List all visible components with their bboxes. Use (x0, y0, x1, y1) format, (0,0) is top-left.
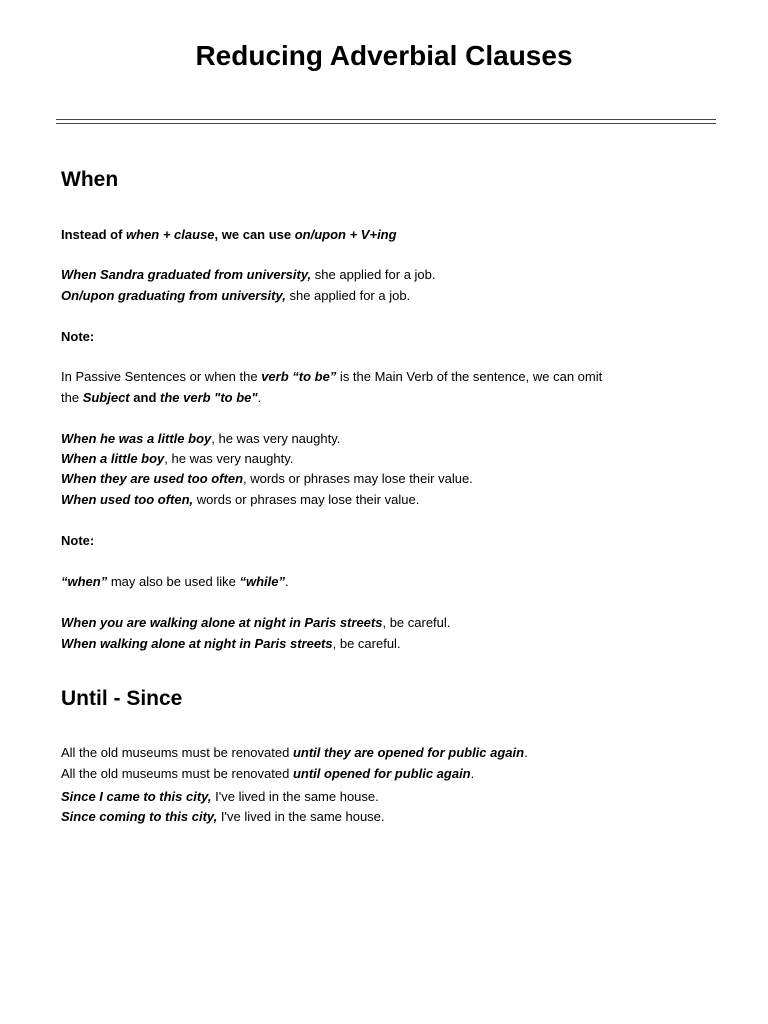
while-rule (61, 573, 289, 591)
example-emphasis: until opened for public again (292, 766, 471, 781)
example-text: All the old museums must be renovated (61, 766, 293, 781)
example-text: she applied for a job. (285, 288, 411, 303)
example-emphasis: On/upon graduating from university, (61, 288, 286, 303)
example-emphasis: Since coming to this city, (61, 809, 218, 824)
rule-text: . (284, 574, 289, 589)
example-emphasis: Since I came to this city, (61, 789, 212, 804)
example-emphasis: When you are walking alone at night in Paris streets (61, 615, 383, 630)
example-line (61, 788, 379, 806)
example-line (61, 287, 410, 305)
rule-text: the (61, 390, 83, 405)
rule-text: In Passive Sentences or when the (61, 369, 262, 384)
rule-text: is the Main Verb of the sentence, we can omit (336, 369, 603, 384)
example-line (61, 635, 401, 653)
example-emphasis: When walking alone at night in Paris streets (61, 636, 333, 651)
example-text: . (470, 766, 475, 781)
passive-rule-line2 (61, 389, 261, 407)
example-emphasis: When a little boy (61, 451, 165, 466)
example-text: , he was very naughty. (164, 451, 294, 466)
page-title: Reducing Adverbial Clauses (195, 40, 573, 71)
example-line (61, 450, 293, 468)
example-text: All the old museums must be renovated (61, 745, 293, 760)
rule-text: . (257, 390, 262, 405)
example-text: . (524, 745, 528, 760)
section-heading-until-since: Until - Since (61, 687, 183, 710)
example-text: , he was very naughty. (211, 431, 341, 446)
example-line (61, 470, 473, 488)
example-emphasis: When he was a little boy (61, 431, 212, 446)
example-text: I've lived in the same house. (217, 809, 385, 824)
example-text: words or phrases may lose their value. (193, 492, 420, 507)
example-line (61, 744, 528, 762)
intro-pattern-a: when + clause (126, 227, 215, 242)
intro-text: , we can use (214, 227, 295, 242)
when-intro (61, 226, 397, 244)
example-text: I've lived in the same house. (211, 789, 379, 804)
example-text: , be careful. (332, 636, 401, 651)
rule-text: and (129, 390, 160, 405)
example-line (61, 614, 450, 632)
note-label: Note: (61, 329, 95, 344)
example-line (61, 266, 436, 284)
title-divider (56, 119, 716, 124)
example-line (61, 765, 474, 783)
intro-pattern-b: on/upon + V+ing (294, 227, 397, 242)
intro-text: Instead of (61, 227, 127, 242)
passive-rule-line1 (61, 368, 602, 386)
example-text: she applied for a job. (311, 267, 436, 282)
rule-emphasis: Subject (82, 390, 130, 405)
rule-emphasis: the verb "to be" (160, 390, 258, 405)
example-line (61, 808, 385, 826)
example-emphasis: When they are used too often (61, 471, 244, 486)
example-line (61, 491, 419, 509)
example-emphasis: When Sandra graduated from university, (61, 267, 312, 282)
rule-emphasis: “while” (239, 574, 285, 589)
rule-emphasis: verb “to be” (261, 369, 337, 384)
example-emphasis: until they are opened for public again (292, 745, 525, 760)
rule-text: may also be used like (107, 574, 240, 589)
example-text: , words or phrases may lose their value. (243, 471, 473, 486)
example-line (61, 430, 340, 448)
example-emphasis: When used too often, (61, 492, 194, 507)
rule-emphasis: “when” (61, 574, 108, 589)
example-text: , be careful. (382, 615, 451, 630)
note-label: Note: (61, 533, 95, 548)
section-heading-when: When (61, 168, 119, 191)
